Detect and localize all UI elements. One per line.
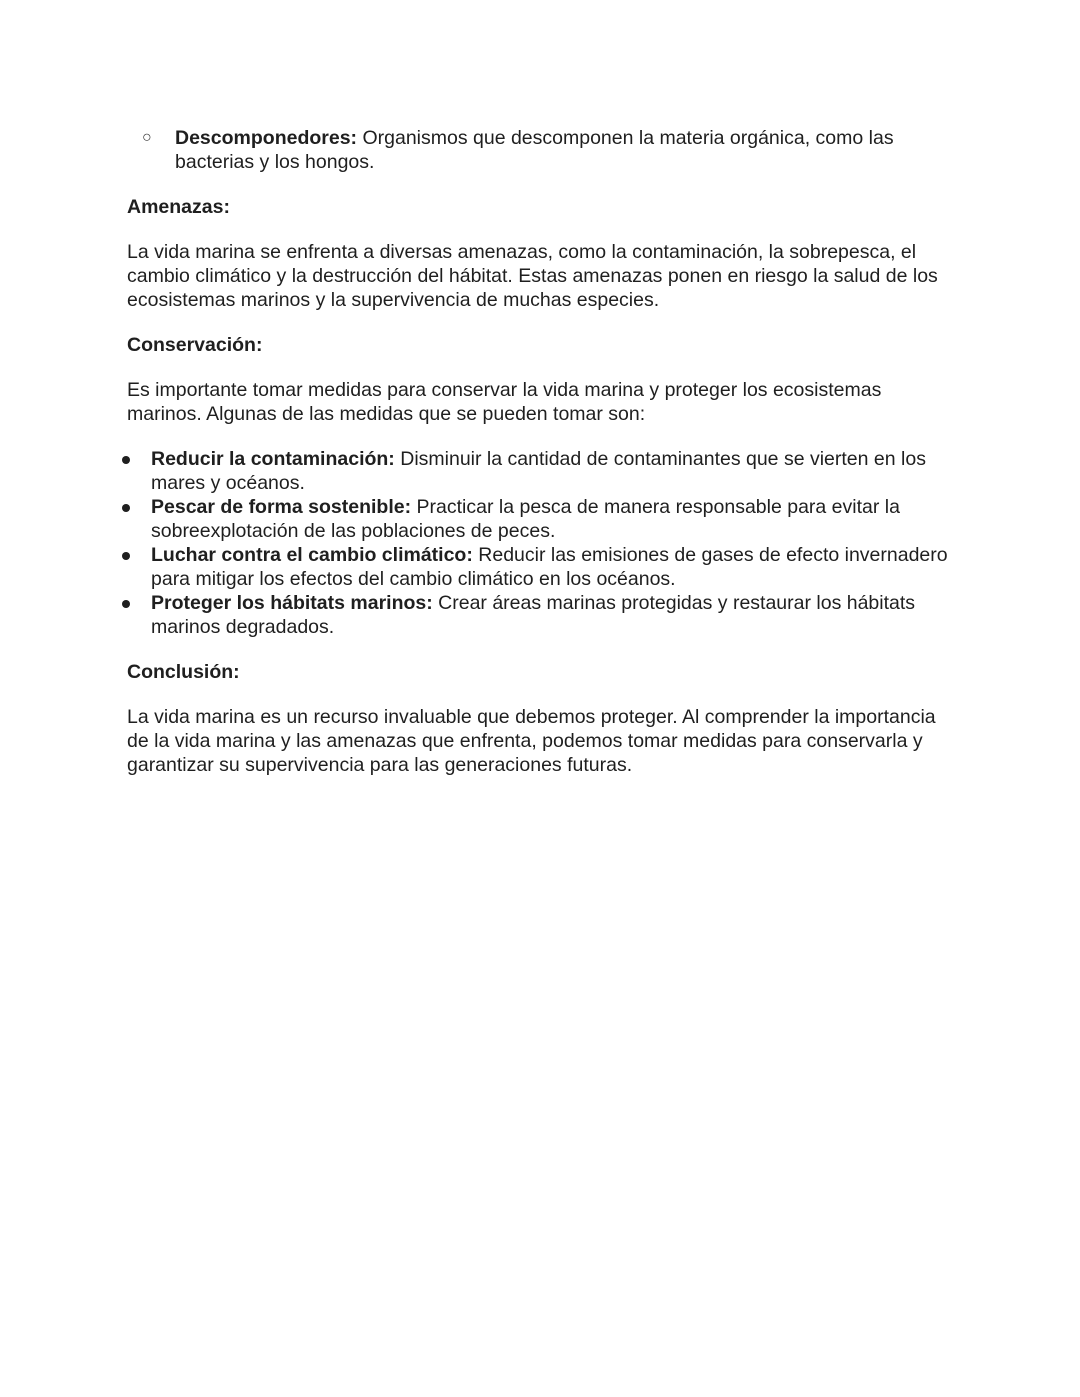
list-item-text: Practicar la pesca de manera responsable para evitar la sobreexplotación de las poblaciones de peces. bbox=[151, 496, 900, 542]
list-item-text: Reducir las emisiones de gases de efecto invernadero para mitigar los efectos del cambio climático en los océanos. bbox=[151, 544, 948, 590]
list-item-term: Pescar de forma sostenible: bbox=[151, 496, 412, 518]
sub-bullet-list bbox=[127, 126, 957, 174]
list-item bbox=[151, 447, 957, 495]
list-item-term: Proteger los hábitats marinos: bbox=[151, 592, 433, 614]
list-item bbox=[151, 543, 957, 591]
hollow-circle-bullet-icon: ○ bbox=[142, 129, 152, 146]
list-item-term: Reducir la contaminación: bbox=[151, 448, 395, 470]
heading-amenazas: Amenazas: bbox=[127, 196, 230, 218]
heading-conclusion: Conclusión: bbox=[127, 661, 240, 683]
list-item-term: Luchar contra el cambio climático: bbox=[151, 544, 473, 566]
list-item-text: Organismos que descomponen la materia orgánica, como las bacterias y los hongos. bbox=[175, 127, 894, 173]
document-body bbox=[127, 126, 957, 777]
measures-bullet-list bbox=[127, 447, 957, 639]
list-item bbox=[151, 591, 957, 639]
list-item bbox=[142, 126, 957, 174]
bullet-dot-icon bbox=[122, 456, 130, 464]
bullet-dot-icon bbox=[122, 552, 130, 560]
list-item-text: Disminuir la cantidad de contaminantes que se vierten en los mares y océanos. bbox=[151, 448, 926, 494]
list-item bbox=[151, 495, 957, 543]
heading-conservacion: Conservación: bbox=[127, 334, 263, 356]
paragraph-conservacion: Es importante tomar medidas para conservar la vida marina y proteger los ecosistemas marinos. Algunas de las medidas que se pueden tomar son: bbox=[127, 379, 882, 425]
paragraph-conclusion: La vida marina es un recurso invaluable que debemos proteger. Al comprender la importancia de la vida marina y las amenazas que enfrenta, podemos tomar medidas para conservarla y garantizar su supervivencia para las generaciones futuras. bbox=[127, 706, 936, 776]
list-item-text: Crear áreas marinas protegidas y restaurar los hábitats marinos degradados. bbox=[151, 592, 916, 638]
bullet-dot-icon bbox=[122, 600, 130, 608]
paragraph-amenazas: La vida marina se enfrenta a diversas amenazas, como la contaminación, la sobrepesca, el cambio climático y la destrucción del hábitat. Estas amenazas ponen en riesgo la salud de los ecosistemas marinos y la supervivencia de muchas especies. bbox=[127, 241, 938, 311]
bullet-dot-icon bbox=[122, 504, 130, 512]
list-item-term: Descomponedores: bbox=[175, 127, 358, 149]
